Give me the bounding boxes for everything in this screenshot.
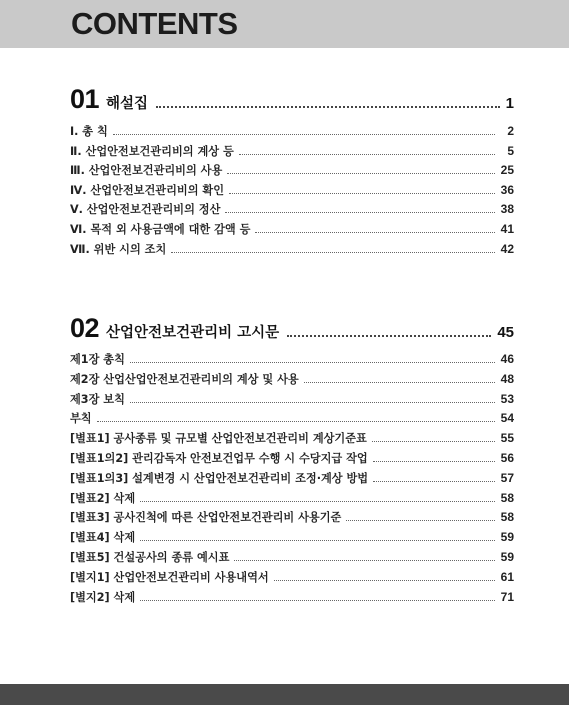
toc-entry-page: 2 [507, 124, 514, 138]
toc-entry-label: 제1장 총칙 [70, 353, 125, 366]
toc-entry[interactable] [70, 182, 514, 202]
dot-leader [234, 560, 495, 561]
section-title: 해설집 [106, 96, 149, 112]
toc-entry-page: 57 [500, 470, 514, 485]
toc-list [70, 351, 514, 608]
toc-entry[interactable] [70, 410, 514, 430]
section-heading[interactable] [70, 313, 514, 343]
dot-leader [255, 232, 495, 233]
toc-entry-label: [별표4] 삭제 [70, 531, 136, 545]
dot-leader [140, 600, 495, 601]
toc-entry[interactable] [70, 569, 514, 589]
toc-entry-label: Ⅳ. 산업안전보건관리비의 확인 [70, 183, 225, 197]
toc-entry[interactable] [70, 123, 514, 143]
toc-entry-label: 제3장 보칙 [70, 392, 125, 406]
toc-entry[interactable] [70, 490, 514, 510]
dot-leader [229, 193, 495, 194]
section-number: 01 [70, 84, 100, 114]
toc-entry-label: Ⅱ. 산업안전보건관리비의 계상 등 [70, 144, 234, 158]
toc-entry-label: [별지2] 삭제 [70, 590, 136, 604]
toc-entry-label: Ⅶ. 위반 시의 조치 [70, 242, 167, 256]
dot-leader [140, 501, 495, 502]
toc-entry-page: 71 [500, 589, 514, 604]
dot-leader [274, 580, 495, 581]
toc-entry[interactable] [70, 509, 514, 529]
toc-entry-label: [별지1] 산업안전보건관리비 사용내역서 [70, 570, 269, 584]
toc-entry[interactable] [70, 529, 514, 549]
toc-entry[interactable] [70, 371, 514, 391]
toc-entry-page: 5 [507, 143, 514, 158]
toc-entry-page: 59 [500, 549, 514, 564]
toc-entry-label: [별표1의3] 설계변경 시 산업안전보건관리비 조정·계상 방법 [70, 471, 369, 485]
toc-entry[interactable] [70, 470, 514, 490]
toc-entry-label: 제2장 산업산업안전보건관리비의 계상 및 사용 [70, 372, 299, 386]
toc-entry[interactable] [70, 162, 514, 182]
toc-entry-label: [별표2] 삭제 [70, 491, 136, 505]
dot-leader [130, 362, 495, 363]
toc-entry-page: 41 [500, 221, 514, 236]
dot-leader [97, 421, 495, 422]
toc-entry-page: 59 [500, 530, 514, 545]
section-title: 산업안전보건관리비 고시문 [106, 325, 280, 341]
toc-entry[interactable] [70, 589, 514, 609]
dot-leader [130, 402, 495, 403]
toc-entry-page: 25 [500, 163, 514, 178]
dot-leader [287, 335, 491, 337]
toc-entry-page: 58 [500, 510, 514, 525]
toc-entry-label: Ⅵ. 목적 외 사용금액에 대한 감액 등 [70, 222, 251, 236]
dot-leader [304, 382, 495, 383]
toc-entry-label: 부칙 [70, 412, 92, 426]
toc-entry-label: [별표3] 공사진척에 따른 산업안전보건관리비 사용기준 [70, 511, 342, 525]
toc-entry[interactable] [70, 391, 514, 411]
toc-entry-label: Ⅲ. 산업안전보건관리비의 사용 [70, 164, 223, 178]
toc-entry-label: Ⅰ. 총 칙 [70, 125, 108, 138]
toc-entry-page: 55 [500, 431, 514, 446]
toc-entry[interactable] [70, 143, 514, 163]
toc-entry-page: 61 [500, 569, 514, 584]
dot-leader [373, 461, 495, 462]
toc-entry-label: Ⅴ. 산업안전보건관리비의 정산 [70, 203, 221, 217]
section-page-number: 1 [505, 95, 514, 112]
dot-leader [346, 520, 495, 521]
footer-band [0, 684, 569, 705]
dot-leader [140, 540, 495, 541]
section-number: 02 [70, 313, 100, 343]
toc-entry[interactable] [70, 221, 514, 241]
toc-entry-label: [별표1의2] 관리감독자 안전보건업무 수행 시 수당지급 작업 [70, 451, 368, 465]
toc-entry-page: 36 [500, 182, 514, 197]
dot-leader [225, 212, 495, 213]
toc-entry-label: [별표1] 공사종류 및 규모별 산업안전보건관리비 계상기준표 [70, 432, 367, 446]
dot-leader [372, 441, 495, 442]
dot-leader [239, 154, 495, 155]
dot-leader [373, 481, 495, 482]
toc-entry[interactable] [70, 549, 514, 569]
toc-entry[interactable] [70, 201, 514, 221]
toc-entry-page: 46 [500, 352, 514, 366]
section-heading[interactable] [70, 84, 514, 114]
dot-leader [227, 173, 495, 174]
section-page-number: 45 [497, 324, 514, 341]
dot-leader [156, 106, 500, 108]
toc-section-02 [70, 313, 514, 608]
toc-entry[interactable] [70, 241, 514, 261]
toc-entry[interactable] [70, 430, 514, 450]
dot-leader [113, 134, 495, 135]
toc-entry-page: 53 [500, 391, 514, 406]
page-title: CONTENTS [71, 6, 238, 41]
toc-section-01 [70, 84, 514, 260]
toc-list [70, 123, 514, 260]
toc-entry-label: [별표5] 건설공사의 종류 예시표 [70, 550, 230, 564]
toc-entry-page: 58 [500, 490, 514, 505]
dot-leader [171, 252, 495, 253]
toc-entry[interactable] [70, 450, 514, 470]
toc-entry-page: 48 [500, 371, 514, 386]
toc-entry-page: 54 [500, 411, 514, 426]
toc-entry[interactable] [70, 351, 514, 371]
toc-entry-page: 42 [500, 241, 514, 256]
toc-entry-page: 38 [500, 202, 514, 217]
toc-entry-page: 56 [500, 450, 514, 465]
